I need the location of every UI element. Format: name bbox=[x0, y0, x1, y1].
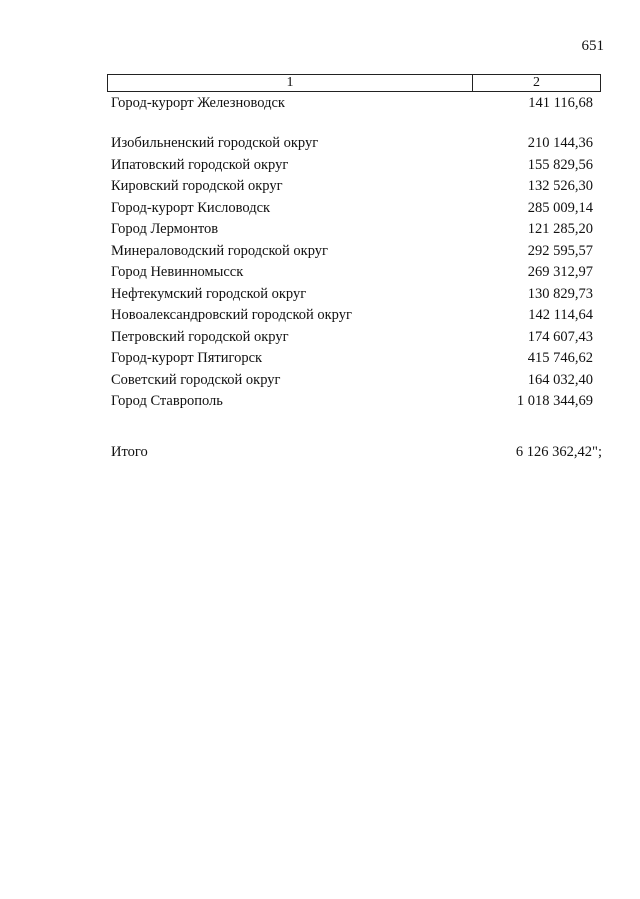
row-value: 174 607,43 bbox=[527, 328, 593, 345]
row-name: Город-курорт Железноводск bbox=[111, 95, 285, 111]
header-col-1: 1 bbox=[108, 75, 473, 91]
row-value: 155 829,56 bbox=[527, 156, 593, 173]
row-name: Минераловодский городской округ bbox=[111, 242, 328, 259]
row-name: Ипатовский городской округ bbox=[111, 156, 289, 173]
table-row bbox=[111, 391, 593, 413]
row-value: 210 144,36 bbox=[527, 135, 593, 151]
total-label: Итого bbox=[111, 443, 148, 460]
table-row bbox=[111, 305, 593, 327]
row-name: Город Лермонтов bbox=[111, 221, 219, 237]
table-row bbox=[111, 348, 593, 370]
table-row bbox=[111, 176, 593, 198]
total-value: 6 126 362,42"; bbox=[515, 443, 602, 460]
table-row bbox=[111, 327, 593, 349]
row-value: 285 009,14 bbox=[527, 199, 593, 216]
table-row bbox=[111, 219, 593, 241]
row-name: Город-курорт Пятигорск bbox=[111, 350, 263, 366]
row-value: 130 829,73 bbox=[527, 285, 593, 302]
table-row bbox=[111, 198, 593, 220]
table-body bbox=[111, 93, 602, 463]
row-value: 1 018 344,69 bbox=[516, 393, 593, 409]
row-name: Город-курорт Кисловодск bbox=[111, 199, 271, 216]
table-header bbox=[107, 74, 601, 92]
row-name: Город Невинномысск bbox=[111, 264, 244, 280]
table-row bbox=[111, 284, 593, 306]
total-row bbox=[111, 442, 602, 464]
row-name: Советский городской округ bbox=[111, 371, 281, 388]
row-value: 164 032,40 bbox=[527, 371, 593, 388]
row-name: Город Ставрополь bbox=[111, 393, 223, 409]
header-col-2: 2 bbox=[533, 75, 540, 90]
row-name: Новоалександровский городской округ bbox=[111, 307, 352, 323]
row-value: 269 312,97 bbox=[527, 264, 593, 280]
row-value: 132 526,30 bbox=[527, 178, 593, 194]
table-row bbox=[111, 241, 593, 263]
row-name: Петровский городской округ bbox=[111, 328, 289, 345]
row-name: Нефтекумский городской округ bbox=[111, 285, 307, 302]
table-row bbox=[111, 155, 593, 177]
row-value: 415 746,62 bbox=[527, 350, 593, 366]
row-value: 121 285,20 bbox=[527, 221, 593, 237]
table-row bbox=[111, 262, 593, 284]
table-row bbox=[111, 93, 593, 113]
row-value: 141 116,68 bbox=[528, 95, 593, 111]
row-value: 142 114,64 bbox=[528, 307, 593, 323]
table-row bbox=[111, 370, 593, 392]
row-name: Изобильненский городской округ bbox=[111, 135, 319, 151]
row-value: 292 595,57 bbox=[527, 242, 593, 259]
page-number: 651 bbox=[581, 38, 604, 54]
row-name: Кировский городской округ bbox=[111, 178, 283, 194]
table-row bbox=[111, 133, 593, 155]
